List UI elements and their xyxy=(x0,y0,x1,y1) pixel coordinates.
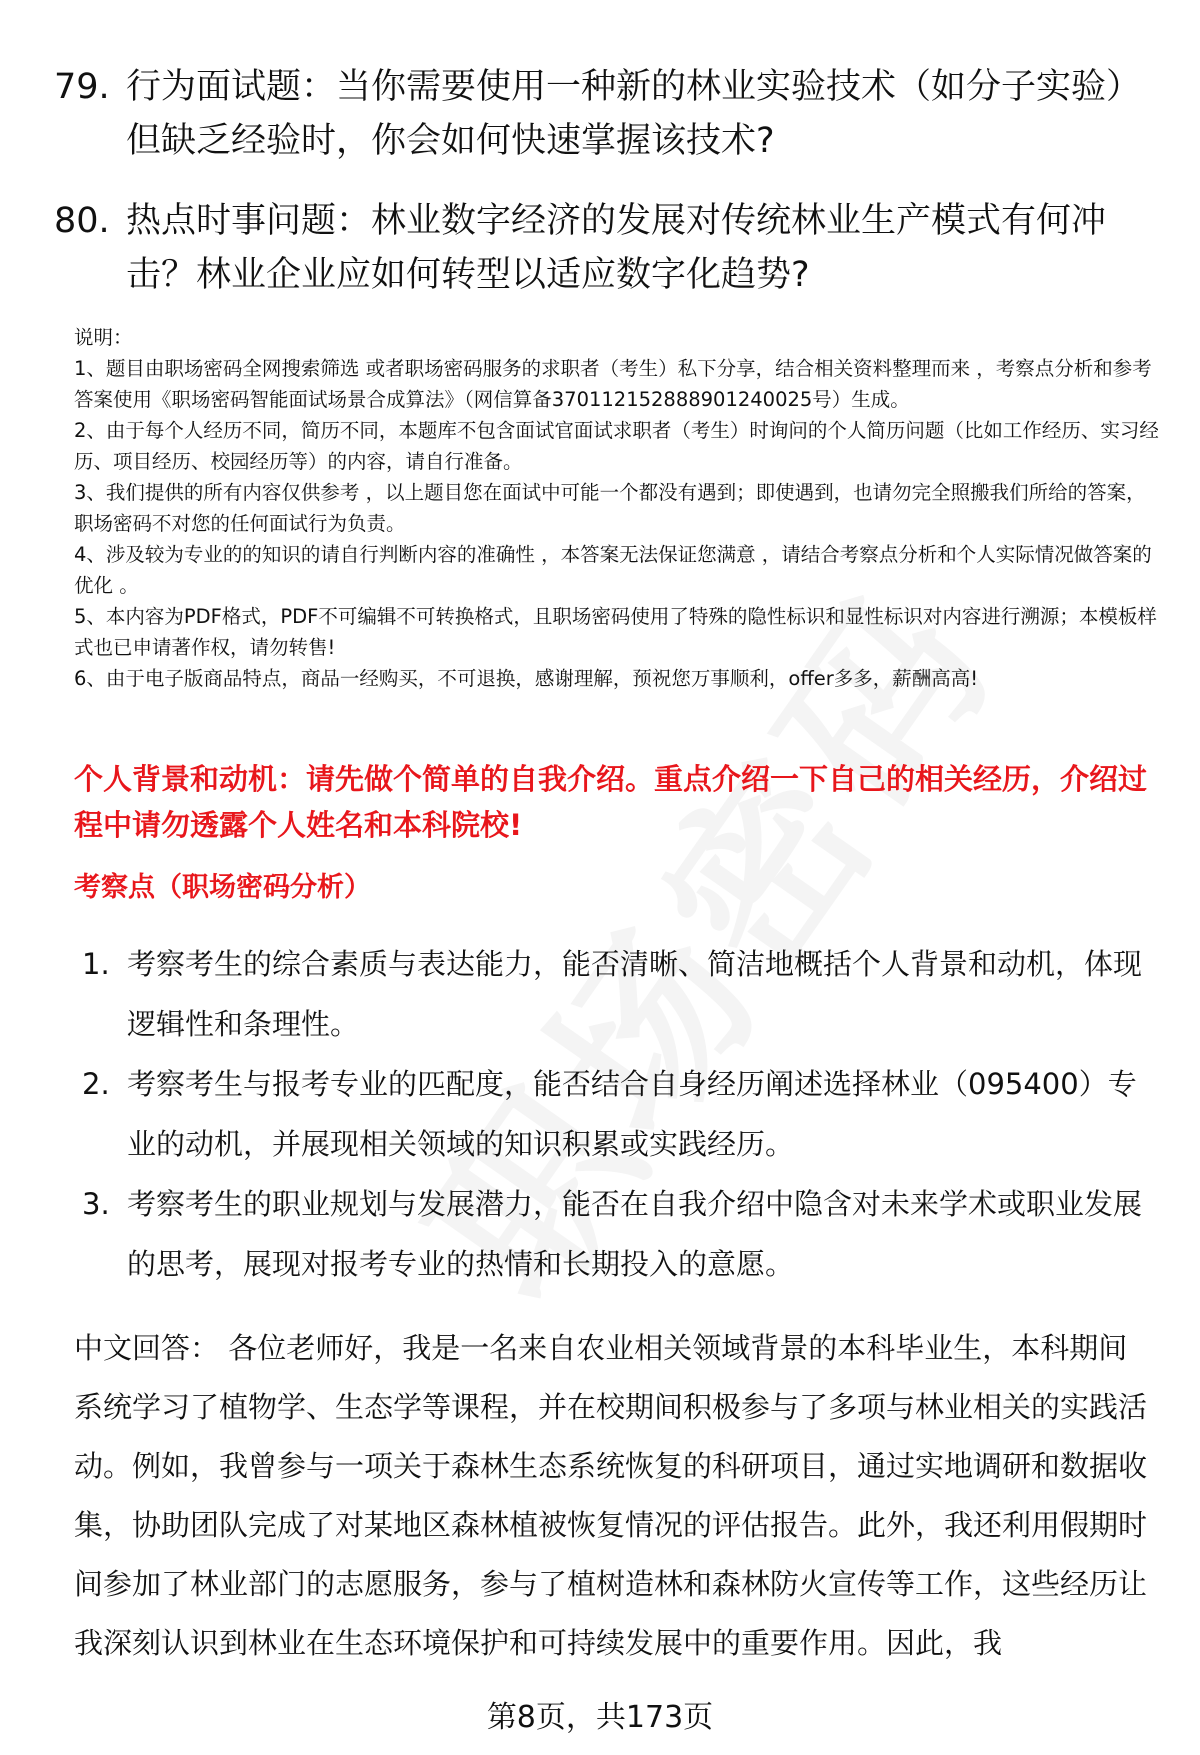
note-item: 1、题目由职场密码全网搜索筛选 或者职场密码服务的求职者（考生）私下分享，结合相关资料整理而来 ，考察点分析和参考答案使用《职场密码智能面试场景合成算法》（网信算备370112152888901240025号）生成。 xyxy=(74,357,1152,411)
page-footer: 第8页，共173页 xyxy=(486,1700,714,1735)
question-item xyxy=(54,194,1144,302)
point-text: 考察考生的综合素质与表达能力，能否清晰、简洁地概括个人背景和动机，体现逻辑性和条理性。 xyxy=(127,947,1143,1041)
point-text: 考察考生的职业规划与发展潜力，能否在自我介绍中隐含对未来学术或职业发展的思考，展现对报考专业的热情和长期投入的意愿。 xyxy=(127,1187,1143,1281)
analysis-point xyxy=(82,1054,1162,1174)
question-list xyxy=(54,60,1144,328)
analysis-point xyxy=(82,934,1162,1054)
question-item xyxy=(54,60,1144,168)
question-number: 79. xyxy=(54,67,110,107)
analysis-points xyxy=(82,934,1162,1294)
note-item: 5、本内容为PDF格式，PDF不可编辑不可转换格式，且职场密码使用了特殊的隐性标识和显性标识对内容进行溯源；本模板样式也已申请著作权，请勿转售! xyxy=(74,605,1157,659)
question-number: 80. xyxy=(54,201,110,241)
point-number: 2. xyxy=(82,1067,110,1101)
note-item: 6、由于电子版商品特点，商品一经购买，不可退换，感谢理解，预祝您万事顺利，offer多多，薪酬高高! xyxy=(74,667,979,690)
question-text: 行为面试题：当你需要使用一种新的林业实验技术（如分子实验）但缺乏经验时，你会如何快速掌握该技术? xyxy=(126,67,1142,161)
point-number: 3. xyxy=(82,1187,110,1221)
note-item: 4、涉及较为专业的的知识的请自行判断内容的准确性 ，本答案无法保证您满意 ，请结合考察点分析和个人实际情况做答案的优化 。 xyxy=(74,543,1152,597)
section-heading: 个人背景和动机：请先做个简单的自我介绍。重点介绍一下自己的相关经历，介绍过程中请勿透露个人姓名和本科院校! xyxy=(74,762,1148,842)
question-text: 热点时事问题：林业数字经济的发展对传统林业生产模式有何冲击？林业企业应如何转型以适应数字化趋势? xyxy=(126,201,1107,295)
note-item: 3、我们提供的所有内容仅供参考 ，以上题目您在面试中可能一个都没有遇到；即使遇到，也请勿完全照搬我们所给的答案，职场密码不对您的任何面试行为负责。 xyxy=(74,481,1146,535)
notes-title: 说明： xyxy=(74,326,133,349)
answer-text: 中文回答： 各位老师好，我是一名来自农业相关领域背景的本科毕业生，本科期间系统学习了植物学、生态学等课程，并在校期间积极参与了多项与林业相关的实践活动。例如，我曾参与一项关于森林生态系统恢复的科研项目，通过实地调研和数据收集，协助团队完成了对某地区森林植被恢复情况的评估报告。此外，我还利用假期时间参加了林业部门的志愿服务，参与了植树造林和森林防火宣传等工作，这些经历让我深刻认识到林业在生态环境保护和可持续发展中的重要作用。因此，我 xyxy=(74,1331,1148,1660)
point-text: 考察考生与报考专业的匹配度，能否结合自身经历阐述选择林业（095400）专业的动机，并展现相关领域的知识积累或实践经历。 xyxy=(127,1067,1137,1161)
answer-block xyxy=(74,1319,1154,1673)
point-number: 1. xyxy=(82,947,110,981)
note-item: 2、由于每个人经历不同，简历不同，本题库不包含面试官面试求职者（考生）时询问的个人简历问题（比如工作经历、实习经历、项目经历、校园经历等）的内容，请自行准备。 xyxy=(74,419,1159,473)
analysis-point xyxy=(82,1174,1162,1294)
section-subheading: 考察点（职场密码分析） xyxy=(74,872,371,903)
notes-block xyxy=(74,322,1164,694)
